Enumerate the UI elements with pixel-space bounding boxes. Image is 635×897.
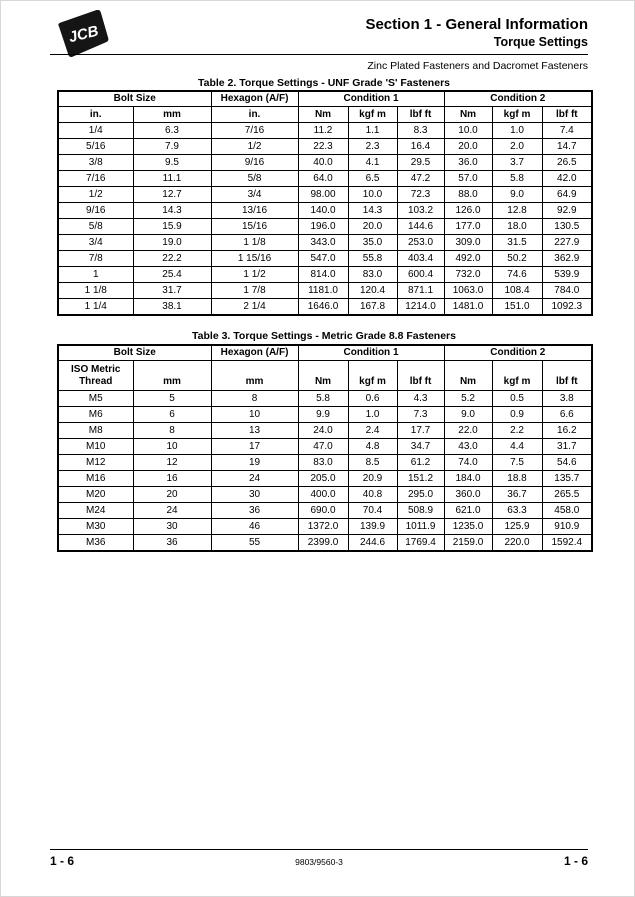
page-number-left: 1 - 6 [50,854,75,868]
torque-table-unf [57,90,593,316]
table-cell: 29.5 [397,155,444,171]
table-cell: 4.3 [397,391,444,407]
table-cell: 1 [58,267,133,283]
table-cell: 1592.4 [542,535,592,552]
table-cell: 140.0 [298,203,348,219]
table-cell: 7/16 [58,171,133,187]
table-cell: 205.0 [298,471,348,487]
table-row [58,171,592,187]
table-cell: 227.9 [542,235,592,251]
group-header-cell: Condition 2 [444,345,592,361]
table-cell: 814.0 [298,267,348,283]
table-cell: 3.7 [492,155,542,171]
table-cell: M16 [58,471,133,487]
table-cell: 3/4 [211,187,298,203]
table-cell: 74.6 [492,267,542,283]
column-header-cell: Nm [298,107,348,123]
column-header-cell: kgf m [492,361,542,391]
table-cell: 2159.0 [444,535,492,552]
table-cell: 8 [211,391,298,407]
column-header-cell: mm [211,361,298,391]
section-title: Section 1 - General Information [365,16,588,33]
table-cell: 7.3 [397,407,444,423]
table-cell: 15.9 [133,219,211,235]
table-cell: 13/16 [211,203,298,219]
table-cell: 784.0 [542,283,592,299]
table-cell: 57.0 [444,171,492,187]
table-cell: 20.0 [444,139,492,155]
table-row [58,187,592,203]
table-cell: 12.7 [133,187,211,203]
table-cell: 16.2 [542,423,592,439]
table-cell: 30 [133,519,211,535]
table-cell: 2 1/4 [211,299,298,316]
table-row [58,535,592,552]
table-cell: 2.3 [348,139,397,155]
table-cell: 1/2 [211,139,298,155]
table-cell: 8 [133,423,211,439]
table-cell: 19 [211,455,298,471]
table-cell: 4.1 [348,155,397,171]
group-header-cell: Hexagon (A/F) [211,91,298,107]
table-row [58,267,592,283]
table-cell: 403.4 [397,251,444,267]
table-row [58,219,592,235]
table-cell: 167.8 [348,299,397,316]
table-cell: 547.0 [298,251,348,267]
table-cell: 1 1/4 [58,299,133,316]
table-cell: 25.4 [133,267,211,283]
table-cell: 22.2 [133,251,211,267]
table-cell: 4.8 [348,439,397,455]
table-cell: 31.5 [492,235,542,251]
table-cell: 220.0 [492,535,542,552]
table-cell: 10.0 [348,187,397,203]
table-cell: 43.0 [444,439,492,455]
table-row [58,471,592,487]
table-row [58,391,592,407]
table3-title: Table 3. Torque Settings - Metric Grade 8.8 Fasteners [192,330,456,342]
page-subtitle: Torque Settings [493,35,588,49]
table-cell: 265.5 [542,487,592,503]
table-cell: 5/8 [211,171,298,187]
table-cell: 3/8 [58,155,133,171]
table-cell: 20.9 [348,471,397,487]
table-cell: 20 [133,487,211,503]
table-cell: 7.9 [133,139,211,155]
table-cell: 4.4 [492,439,542,455]
table-cell: 7.5 [492,455,542,471]
table-cell: 17.7 [397,423,444,439]
column-header-cell: ISO Metric Thread [58,361,133,391]
table-cell: 12 [133,455,211,471]
table-cell: 35.0 [348,235,397,251]
table-cell: 1.0 [348,407,397,423]
table-cell: 135.7 [542,471,592,487]
table-cell: 508.9 [397,503,444,519]
table-cell: 5.8 [298,391,348,407]
column-header-cell: lbf ft [542,107,592,123]
table-column-header-row [58,107,592,123]
table-cell: 64.0 [298,171,348,187]
table-cell: 6 [133,407,211,423]
table-cell: 0.6 [348,391,397,407]
column-header-cell: kgf m [348,107,397,123]
group-header-cell: Condition 1 [298,91,444,107]
table-cell: 1.1 [348,123,397,139]
table-cell: 343.0 [298,235,348,251]
table-cell: 184.0 [444,471,492,487]
table-cell: 22.3 [298,139,348,155]
table-cell: 54.6 [542,455,592,471]
table-cell: 0.9 [492,407,542,423]
table-cell: 362.9 [542,251,592,267]
table-row [58,299,592,316]
table-cell: 130.5 [542,219,592,235]
table-cell: 83.0 [298,455,348,471]
table-cell: 1092.3 [542,299,592,316]
table-cell: 1481.0 [444,299,492,316]
table-cell: 11.1 [133,171,211,187]
group-header-cell: Bolt Size [58,345,211,361]
table-cell: 1 1/8 [58,283,133,299]
table-cell: 64.9 [542,187,592,203]
table-cell: 9.0 [492,187,542,203]
table-cell: 55 [211,535,298,552]
table-cell: 6.3 [133,123,211,139]
table-row [58,407,592,423]
table-cell: 177.0 [444,219,492,235]
table-cell: 36 [133,535,211,552]
table-cell: 16 [133,471,211,487]
table-cell: 458.0 [542,503,592,519]
table-cell: 1181.0 [298,283,348,299]
table-cell: M20 [58,487,133,503]
table-cell: 5.8 [492,171,542,187]
table-cell: 36.0 [444,155,492,171]
table-cell: 36.7 [492,487,542,503]
table-cell: 1.0 [492,123,542,139]
header-rule [50,54,588,55]
table-cell: 10 [211,407,298,423]
table-cell: 9/16 [58,203,133,219]
table-column-header-row [58,361,592,391]
table-row [58,283,592,299]
table-row [58,519,592,535]
table-cell: 2.4 [348,423,397,439]
table-cell: 8.3 [397,123,444,139]
table-cell: M8 [58,423,133,439]
table-cell: M12 [58,455,133,471]
column-header-cell: kgf m [348,361,397,391]
table-cell: 7.4 [542,123,592,139]
table-cell: 600.4 [397,267,444,283]
table-cell: 19.0 [133,235,211,251]
table-row [58,455,592,471]
table-cell: 126.0 [444,203,492,219]
table-cell: 196.0 [298,219,348,235]
table-cell: 400.0 [298,487,348,503]
table-cell: 74.0 [444,455,492,471]
table-cell: 26.5 [542,155,592,171]
table-row [58,203,592,219]
column-header-cell: in. [58,107,133,123]
page-header [365,15,588,50]
table-cell: 125.9 [492,519,542,535]
table-cell: 2399.0 [298,535,348,552]
jcb-logo-text: JCB [66,22,101,47]
column-header-cell: kgf m [492,107,542,123]
group-header-cell: Bolt Size [58,91,211,107]
table-cell: 5.2 [444,391,492,407]
table-cell: 30 [211,487,298,503]
table-cell: 31.7 [133,283,211,299]
table-cell: 295.0 [397,487,444,503]
table-cell: 38.1 [133,299,211,316]
table-cell: M10 [58,439,133,455]
table-group-header-row [58,91,592,107]
table-cell: 98.00 [298,187,348,203]
table-cell: 3.8 [542,391,592,407]
table-cell: 12.8 [492,203,542,219]
table-cell: 47.2 [397,171,444,187]
table-cell: 20.0 [348,219,397,235]
table-cell: 1011.9 [397,519,444,535]
table-cell: 5/16 [58,139,133,155]
table-cell: 151.2 [397,471,444,487]
footer-rule [50,849,588,850]
table-cell: 11.2 [298,123,348,139]
table-cell: 24 [211,471,298,487]
table-cell: 690.0 [298,503,348,519]
column-header-cell: Nm [444,107,492,123]
table-cell: 17 [211,439,298,455]
page-number-right: 1 - 6 [563,854,588,868]
table-cell: 5 [133,391,211,407]
table-cell: 309.0 [444,235,492,251]
table-cell: 871.1 [397,283,444,299]
table-cell: 6.6 [542,407,592,423]
table-cell: 360.0 [444,487,492,503]
table-cell: 1 15/16 [211,251,298,267]
table-cell: 1372.0 [298,519,348,535]
table-cell: M6 [58,407,133,423]
table-row [58,123,592,139]
table-cell: 7/8 [58,251,133,267]
table-cell: 92.9 [542,203,592,219]
table-cell: 6.5 [348,171,397,187]
table-cell: 46 [211,519,298,535]
table-cell: 24.0 [298,423,348,439]
table-cell: 621.0 [444,503,492,519]
table-cell: 55.8 [348,251,397,267]
column-header-cell: lbf ft [542,361,592,391]
table-cell: 244.6 [348,535,397,552]
table-cell: 253.0 [397,235,444,251]
table-cell: 18.8 [492,471,542,487]
table-cell: 1 1/2 [211,267,298,283]
table-group-header-row [58,345,592,361]
table-cell: M5 [58,391,133,407]
category-line: Zinc Plated Fasteners and Dacromet Fasteners [367,60,588,72]
table-cell: 3/4 [58,235,133,251]
table-cell: M24 [58,503,133,519]
table-cell: 40.0 [298,155,348,171]
table-row [58,487,592,503]
document-number: 9803/9560-3 [295,857,343,867]
table-cell: 40.8 [348,487,397,503]
table-row [58,155,592,171]
table-cell: 108.4 [492,283,542,299]
table-cell: 1646.0 [298,299,348,316]
table-cell: 1/2 [58,187,133,203]
column-header-cell: Nm [444,361,492,391]
table-cell: 13 [211,423,298,439]
table-cell: 7/16 [211,123,298,139]
table-cell: 31.7 [542,439,592,455]
table-cell: 63.3 [492,503,542,519]
table-cell: 492.0 [444,251,492,267]
table-row [58,235,592,251]
table-row [58,503,592,519]
group-header-cell: Condition 2 [444,91,592,107]
jcb-logo [52,10,114,58]
column-header-cell: lbf ft [397,361,444,391]
table-cell: 34.7 [397,439,444,455]
table-cell: 0.5 [492,391,542,407]
column-header-cell: lbf ft [397,107,444,123]
group-header-cell: Hexagon (A/F) [211,345,298,361]
table-cell: 1235.0 [444,519,492,535]
table-cell: 2.0 [492,139,542,155]
table-cell: 16.4 [397,139,444,155]
table-cell: 1/4 [58,123,133,139]
group-header-cell: Condition 1 [298,345,444,361]
table-cell: 8.5 [348,455,397,471]
table-cell: 9/16 [211,155,298,171]
table-cell: 24 [133,503,211,519]
table-cell: 1 7/8 [211,283,298,299]
table-cell: M36 [58,535,133,552]
table-row [58,423,592,439]
table-cell: 18.0 [492,219,542,235]
table-cell: 15/16 [211,219,298,235]
table-cell: 103.2 [397,203,444,219]
table-cell: 14.3 [348,203,397,219]
table-cell: 539.9 [542,267,592,283]
table-cell: 14.7 [542,139,592,155]
table-cell: 72.3 [397,187,444,203]
table-cell: 10 [133,439,211,455]
table-cell: 9.9 [298,407,348,423]
table-cell: M30 [58,519,133,535]
table-cell: 151.0 [492,299,542,316]
table-cell: 83.0 [348,267,397,283]
table-cell: 1 1/8 [211,235,298,251]
table-cell: 1769.4 [397,535,444,552]
table-row [58,139,592,155]
table-cell: 1214.0 [397,299,444,316]
table-cell: 88.0 [444,187,492,203]
column-header-cell: mm [133,361,211,391]
table-cell: 9.5 [133,155,211,171]
table-cell: 42.0 [542,171,592,187]
table-row [58,439,592,455]
table-cell: 732.0 [444,267,492,283]
table-cell: 144.6 [397,219,444,235]
table-cell: 47.0 [298,439,348,455]
table-cell: 50.2 [492,251,542,267]
table-cell: 14.3 [133,203,211,219]
column-header-cell: Nm [298,361,348,391]
table-cell: 910.9 [542,519,592,535]
table-cell: 139.9 [348,519,397,535]
table-cell: 9.0 [444,407,492,423]
table2-title: Table 2. Torque Settings - UNF Grade 'S' Fasteners [198,77,450,89]
table-cell: 22.0 [444,423,492,439]
table-row [58,251,592,267]
table-cell: 36 [211,503,298,519]
column-header-cell: mm [133,107,211,123]
table-cell: 5/8 [58,219,133,235]
table-cell: 1063.0 [444,283,492,299]
table-cell: 61.2 [397,455,444,471]
table-cell: 70.4 [348,503,397,519]
torque-table-metric [57,344,593,552]
table-cell: 2.2 [492,423,542,439]
table-cell: 120.4 [348,283,397,299]
column-header-cell: in. [211,107,298,123]
table-cell: 10.0 [444,123,492,139]
